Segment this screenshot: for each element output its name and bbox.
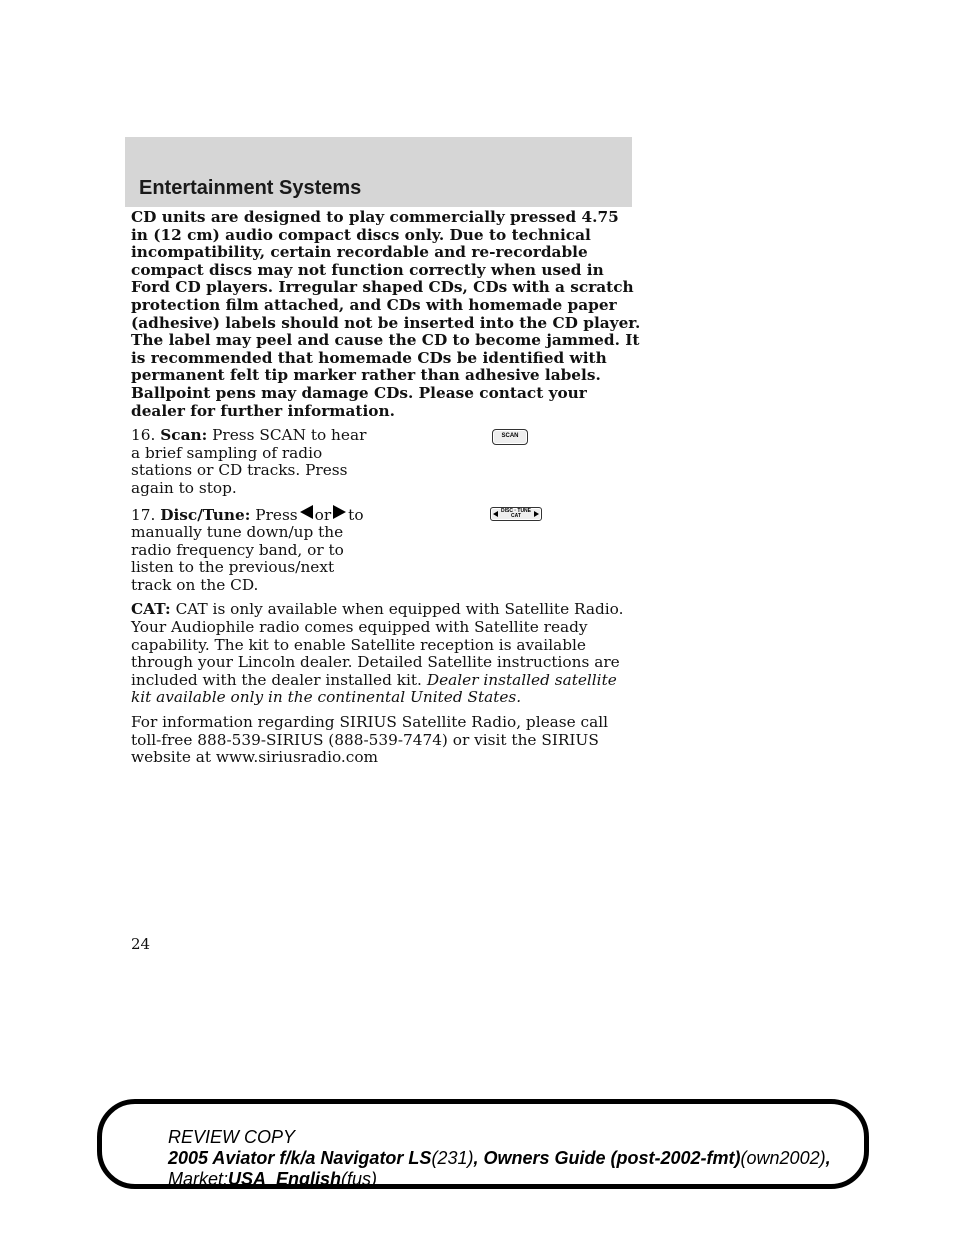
item-title: Disc/Tune: [160, 505, 251, 524]
scan-button-icon [492, 429, 528, 445]
page-number: 24 [131, 935, 151, 953]
item-scan [131, 427, 641, 497]
disc-tune-button-icon [490, 507, 542, 521]
item-description: Press SCAN to hear a brief sampling of radio stations or CD tracks. Press again to stop. [131, 426, 367, 497]
cat-label: CAT [511, 512, 521, 519]
review-market-line: Market:USA_English(fus) [168, 1169, 378, 1189]
item-disc-tune [131, 505, 641, 595]
sirius-paragraph: For information regarding SIRIUS Satellite Radio, please call toll-free 888-539-SIRIUS (888-539-7474) or visit the SIRIUS website at www.siriusradio.com [131, 713, 609, 767]
right-arrow-icon [534, 511, 539, 517]
item-number: 16. [131, 426, 156, 445]
left-arrow-icon [300, 505, 313, 519]
cat-paragraph [131, 601, 641, 707]
content [131, 209, 641, 774]
review-copy-box [97, 1099, 869, 1189]
item-description-end: to manually tune down/up the radio frequency band, or to listen to the previous/next track on the CD. [131, 505, 364, 594]
intro-paragraph: CD units are designed to play commercially pressed 4.75 in (12 cm) audio compact discs only. Due to technical incompatibility, certain recordable and re-recordable compact discs may not function correctly when used in Ford CD players. Irregular shaped CDs, CDs with a scratch protection film attached, and CDs with homemade paper (adhesive) labels should not be inserted into the CD player. The label may peel and cause the CD to become jammed. It is recommended that homemade CDs be identified with permanent felt tip marker rather than adhesive labels. Ballpoint pens may damage CDs. Please contact your dealer for further information. [131, 208, 641, 420]
header-band [125, 137, 632, 207]
cat-title: CAT: [131, 600, 171, 619]
item-number: 17. [131, 505, 156, 524]
review-copy-label: REVIEW COPY [168, 1127, 296, 1147]
left-arrow-icon [493, 511, 498, 517]
review-model-line: 2005 Aviator f/k/a Navigator LS(231), Owners Guide (post-2002-fmt)(own2002), [168, 1148, 831, 1168]
cat-text: CAT is only available when equipped with Satellite Radio. Your Audiophile radio comes equipped with Satellite ready capability. The kit to enable Satellite reception is available through your Lincoln dealer. Detailed Satellite instructions are included with the dealer installed kit. [131, 600, 624, 689]
scan-button-label: SCAN [501, 433, 519, 440]
section-title: Entertainment Systems [139, 177, 362, 199]
item-title: Scan: [160, 426, 208, 445]
item-description-or: or [314, 505, 332, 524]
item-description-start: Press [255, 505, 298, 524]
cat-italic-note: Dealer installed satellite kit available only in the continental United States. [131, 670, 617, 707]
disc-tune-label: DISC · TUNE [501, 507, 531, 514]
right-arrow-icon [333, 505, 346, 519]
